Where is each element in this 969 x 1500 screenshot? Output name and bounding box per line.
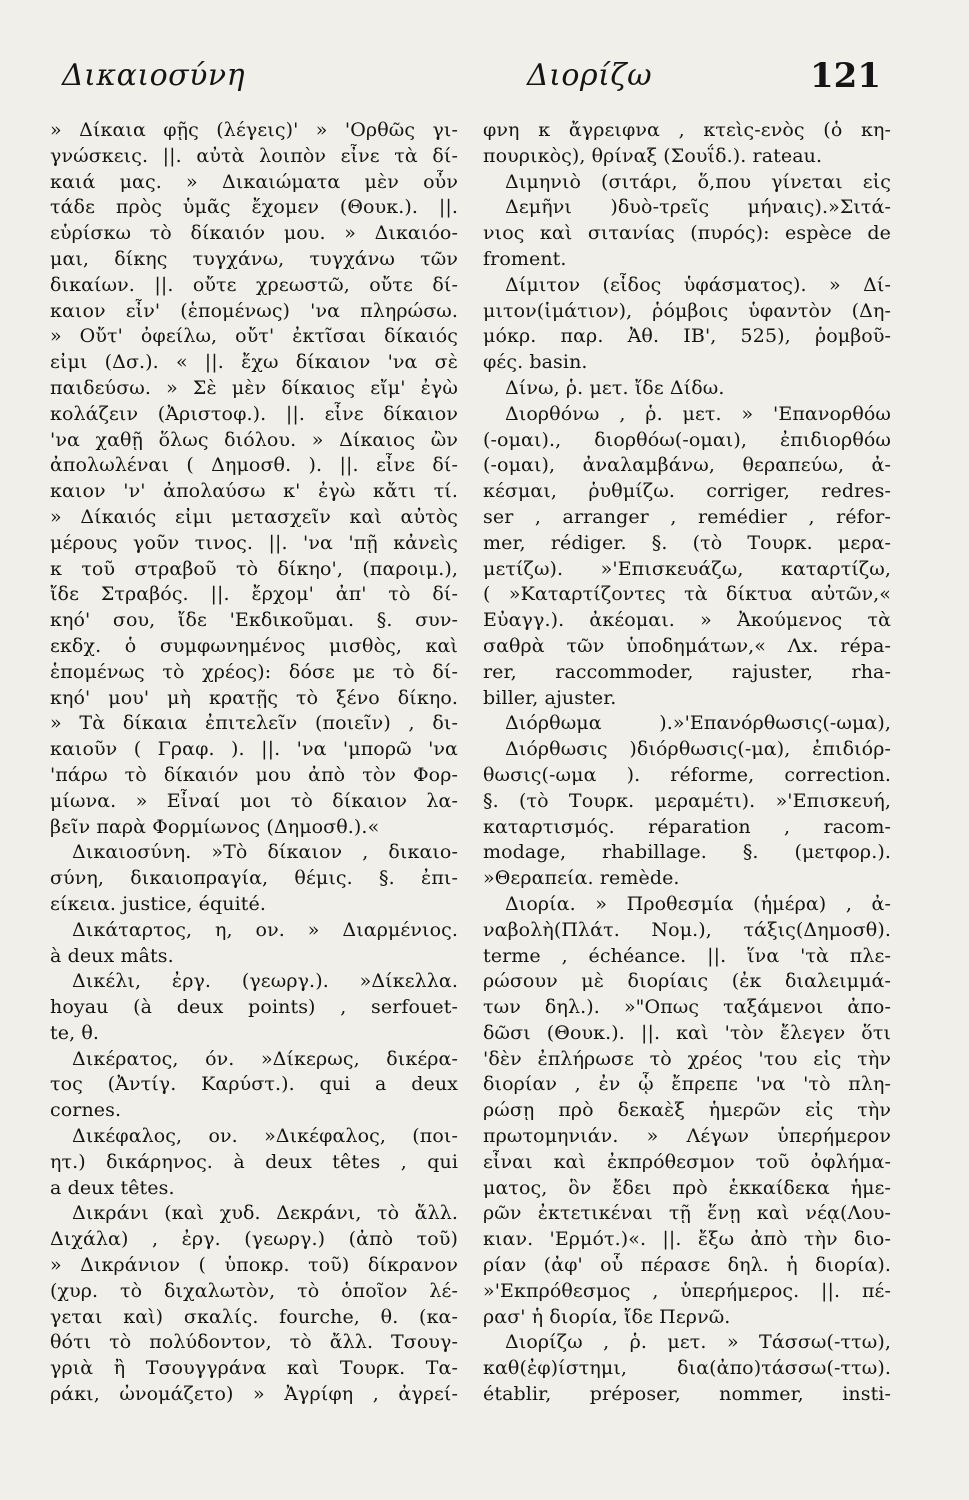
text-line: Δεμῆνι )δυὸ-τρεῖς μήναις).»Σιτά-: [505, 196, 891, 219]
text-line: Εὐαγγ.). ἀκέομαι. » Ἀκούμενος τὰ: [483, 609, 891, 632]
text-line: δῶσι (Θουκ.). ||. καὶ 'τὸν ἔλεγεν ὅτι: [483, 1021, 891, 1044]
text-line: σαθρὰ τῶν ὑποδημάτων,« Λx. répa-: [483, 634, 891, 657]
text-line: Διόρθωσις )διόρθωσις(-μα), ἐπιδιόρ-: [505, 738, 891, 761]
text-line: (-ομαι)., διορθόω(-ομαι), ἐπιδιορθόω: [483, 428, 891, 451]
text-line: καιον εἶν' (ἑπομένως) 'να πληρώσω.: [50, 299, 458, 322]
text-line: »Θεραπεία. remède.: [483, 867, 680, 890]
text-line: établir, préposer, nommer, insti-: [483, 1383, 891, 1406]
text-line: hoyau (à deux points) , serfouet-: [50, 996, 458, 1019]
text-line: Διορθόνω , ῥ. μετ. » 'Επανορθόω: [505, 402, 891, 425]
text-line: καιά μας. » Δικαιώματα μὲν οὖν: [50, 170, 458, 193]
text-line: Διόρθωμα ).»'Επανόρθωσις(-ωμα),: [505, 712, 891, 735]
text-line: rer, raccommoder, rajuster, rha-: [483, 660, 891, 683]
text-line: μαι, δίκης τυγχάνω, τυγχάνω τῶν: [50, 247, 458, 270]
text-line: Διμηνιὸ (σιτάρι, ὅ,που γίνεται εἰς: [505, 170, 891, 193]
page-header: [52, 56, 881, 104]
text-line: §. (τὸ Τουρκ. μεραμέτι). »'Επισκευή,: [483, 789, 891, 812]
text-line: Δίμιτον (εἶδος ὑφάσματος). » Δί-: [505, 273, 891, 296]
right-column: [483, 118, 891, 1408]
text-line: Δικέρατος, όν. »Δίκερως, δικέρα-: [72, 1047, 458, 1070]
text-line: » Δίκαιός εἰμι μετασχεῖν καὶ αὐτὸς: [50, 505, 458, 528]
text-line: 'δὲν ἐπλήρωσε τὸ χρέος 'του εἰς τὴν: [483, 1047, 891, 1070]
text-line: ἴδε Στραβός. ||. ἔρχομ' ἀπ' τὸ δί-: [50, 583, 458, 606]
text-line: ρῶν ἐκτετικέναι τῇ ἕνῃ καὶ νέᾳ(Λου-: [483, 1202, 891, 1225]
text-line: ρώσῃ πρὸ δεκαὲξ ἡμερῶν εἰς τὴν: [483, 1099, 891, 1122]
text-line: te, θ.: [50, 1021, 100, 1044]
text-line: ( »Καταρτίζοντες τὰ δίκτυα αὐτῶν,«: [483, 583, 891, 606]
page-number: 121: [810, 56, 881, 96]
text-line: βεῖν παρὰ Φορμίωνος (Δημοσθ.).«: [50, 815, 380, 838]
text-line: μιτον(ἱμάτιον), ῥόμβοις ὑφαντὸν (Δη-: [483, 299, 891, 322]
text-line: γνώσκεις. ||. αὐτὰ λοιπὸν εἶνε τὰ δί-: [50, 144, 458, 167]
text-line: ἑπομένως τὸ χρέος): δόσε με τὸ δί-: [50, 660, 458, 683]
text-line: καιοῦν ( Γραφ. ). ||. 'να 'μπορῶ 'να: [50, 738, 458, 761]
text-line: Διχάλα) , ἐργ. (γεωργ.) (ἀπὸ τοῦ): [50, 1228, 458, 1251]
text-line: κιαν. 'Ερμότ.)«. ||. ἔξω ἀπὸ τὴν διο-: [483, 1228, 891, 1251]
text-line: (-ομαι), ἀναλαμβάνω, θεραπεύω, ἀ-: [483, 454, 891, 477]
text-line: πουρικὸς), θρίναξ (Σουΐδ.). rateau.: [483, 144, 823, 167]
text-line: ράκι, ὠνομάζετο) » Ἀγρίφη , ἀγρεί-: [50, 1383, 458, 1406]
text-line: » Δίκαια φῇς (λέγεις)' » 'Ορθῶς γι-: [50, 119, 458, 141]
text-line: σύνη, δικαιοπραγία, θέμις. §. ἐπι-: [50, 867, 458, 890]
text-line: ρίαν (ἀφ' οὗ πέρασε δηλ. ἡ διορία).: [483, 1254, 891, 1277]
text-line: » Δικράνιον ( ὑποκρ. τοῦ) δίκρανον: [50, 1254, 458, 1277]
text-line: Διορία. » Προθεσμία (ἡμέρα) , ἀ-: [505, 892, 891, 915]
text-line: Δικέφαλος, ον. »Δικέφαλος, (ποι-: [72, 1125, 458, 1148]
text-line: μίωνα. » Εἶναί μοι τὸ δίκαιον λα-: [50, 789, 458, 812]
text-line: 'πάρω τὸ δίκαιόν μου ἀπὸ τὸν Φορ-: [50, 763, 458, 786]
left-running-headword: Δικαιοσύνη: [62, 58, 246, 93]
text-line: γεται καὶ) σκαλίς. fourche, θ. (κα-: [50, 1305, 458, 1328]
text-line: δικαίων. ||. οὔτε χρεωστῶ, οὔτε δί-: [50, 273, 458, 296]
text-line: τάδε πρὸς ὑμᾶς ἔχομεν (Θουκ.). ||.: [50, 196, 458, 219]
text-line: Δικαιοσύνη. »Τὸ δίκαιον , δικαιο-: [72, 841, 458, 864]
left-column: [50, 118, 458, 1408]
text-line: κολάζειν (Ἀριστοφ.). ||. εἶνε δίκαιον: [50, 402, 458, 425]
text-line: Δικέλι, ἐργ. (γεωργ.). »Δίκελλα.: [72, 970, 458, 993]
text-line: θότι τὸ πολύδοντον, τὸ ἄλλ. Τσουγ-: [50, 1331, 458, 1354]
text-line: Δικάταρτος, η, ον. » Διαρμένιος.: [72, 918, 458, 941]
text-line: νιος καὶ σιτανίας (πυρός): espèce de: [483, 222, 891, 245]
text-line: modage, rhabillage. §. (μετφορ.).: [483, 841, 891, 864]
text-line: κηό' μου' μὴ κρατῇς τὸ ξένο δίκηο.: [50, 686, 458, 709]
text-line: εἶναι καὶ ἐκπρόθεσμον τοῦ ὀφλήμα-: [483, 1150, 891, 1173]
text-line: των δηλ.). »"Οπως ταξάμενοι ἀπο-: [483, 996, 891, 1019]
text-line: κηό' σου, ἴδε 'Εκδικοῦμαι. §. συν-: [50, 609, 458, 632]
text-line: 'να χαθῇ ὅλως διόλου. » Δίκαιος ὢν: [50, 428, 458, 451]
text-line: φές. basin.: [483, 351, 588, 374]
text-line: εκδχ. ὁ συμφωνημένος μισθὸς, καὶ: [50, 634, 458, 657]
text-line: κ τοῦ στραβοῦ τὸ δίκηο', (παροιμ.),: [50, 557, 458, 580]
text-line: » Οὔτ' ὀφείλω, οὔτ' ἐκτῖσαι δίκαιός: [50, 325, 458, 348]
text-line: terme , échéance. ||. ἵνα 'τὰ πλε-: [483, 944, 891, 967]
text-line: εὑρίσκω τὸ δίκαιόν μου. » Δικαιόο-: [50, 222, 458, 245]
text-line: »'Εκπρόθεσμος , ὑπερήμερος. ||. πέ-: [483, 1279, 891, 1302]
text-line: παιδεύσω. » Σὲ μὲν δίκαιος εἴμ' ἐγὼ: [50, 376, 458, 399]
text-line: διορίαν , ἐν ᾧ ἔπρεπε 'να 'τὸ πλη-: [483, 1073, 891, 1096]
text-line: (χυρ. τὸ διχαλωτὸν, τὸ ὁποῖον λέ-: [50, 1279, 458, 1302]
text-line: cornes.: [50, 1099, 122, 1122]
text-line: à deux mâts.: [50, 944, 174, 967]
text-line: καιον 'ν' ἀπολαύσω κ' ἐγὼ κἄτι τί.: [50, 480, 458, 503]
text-line: ητ.) δικάρηνος. à deux têtes , qui: [50, 1150, 458, 1173]
text-line: ματος, ὃν ἔδει πρὸ ἑκκαίδεκα ἡμε-: [483, 1176, 891, 1199]
text-line: κέσμαι, ῥυθμίζω. corriger, redres-: [483, 480, 891, 503]
text-line: ρώσουν μὲ διορίαις (ἐκ διαλειμμά-: [483, 970, 891, 993]
text-line: ναβολὴ(Πλάτ. Νομ.), τάξις(Δημοσθ).: [483, 918, 891, 941]
text-line: μέρους γοῦν τινος. ||. 'να 'πῇ κἀνεὶς: [50, 531, 458, 554]
text-line: Δίνω, ῥ. μετ. ἴδε Δίδω.: [505, 376, 725, 399]
text-line: Διορίζω , ῥ. μετ. » Τάσσω(-ττω),: [505, 1331, 891, 1354]
text-line: μόκρ. παρ. Ἀθ. ΙΒ', 525), ῥομβοῦ-: [483, 325, 891, 348]
text-line: biller, ajuster.: [483, 686, 617, 709]
text-line: θωσις(-ωμα ). réforme, correction.: [483, 763, 891, 786]
text-line: a deux têtes.: [50, 1176, 175, 1199]
text-line: ρασ' ἡ διορία, ἴδε Περνῶ.: [483, 1305, 731, 1328]
text-line: καταρτισμός. réparation , racom-: [483, 815, 891, 838]
text-line: γριὰ ἢ Τσουγγράνα καὶ Τουρκ. Τα-: [50, 1357, 458, 1380]
text-line: τος (Ἀντίγ. Καρύστ.). qui a deux: [50, 1073, 458, 1096]
text-line: είκεια. justice, équité.: [50, 892, 266, 915]
text-line: Δικράνι (καὶ χυδ. Δεκράνι, τὸ ἄλλ.: [72, 1202, 458, 1225]
text-line: μετίζω). »'Επισκευάζω, καταρτίζω,: [483, 557, 891, 580]
right-running-headword: Διορίζω: [527, 58, 653, 93]
text-line: » Τὰ δίκαια ἐπιτελεῖν (ποιεῖν) , δι-: [50, 712, 458, 735]
text-line: καθ(ἐφ)ίστημι, δια(ἀπο)τάσσω(-ττω).: [483, 1357, 891, 1380]
text-line: εἰμι (Δσ.). « ||. ἔχω δίκαιον 'να σὲ: [50, 351, 458, 374]
text-line: ἀπολωλέναι ( Δημοσθ. ). ||. εἶνε δί-: [50, 454, 458, 477]
text-line: froment.: [483, 247, 567, 270]
text-line: mer, rédiger. §. (τὸ Τουρκ. μερα-: [483, 531, 891, 554]
text-line: πρωτομηνιάν. » Λέγων ὑπερήμερον: [483, 1125, 891, 1148]
text-line: ser , arranger , remédier , réfor-: [483, 505, 891, 528]
text-line: φνη κ ἄγρειφνα , κτεὶς-ενὸς (ὁ κη-: [483, 119, 891, 141]
